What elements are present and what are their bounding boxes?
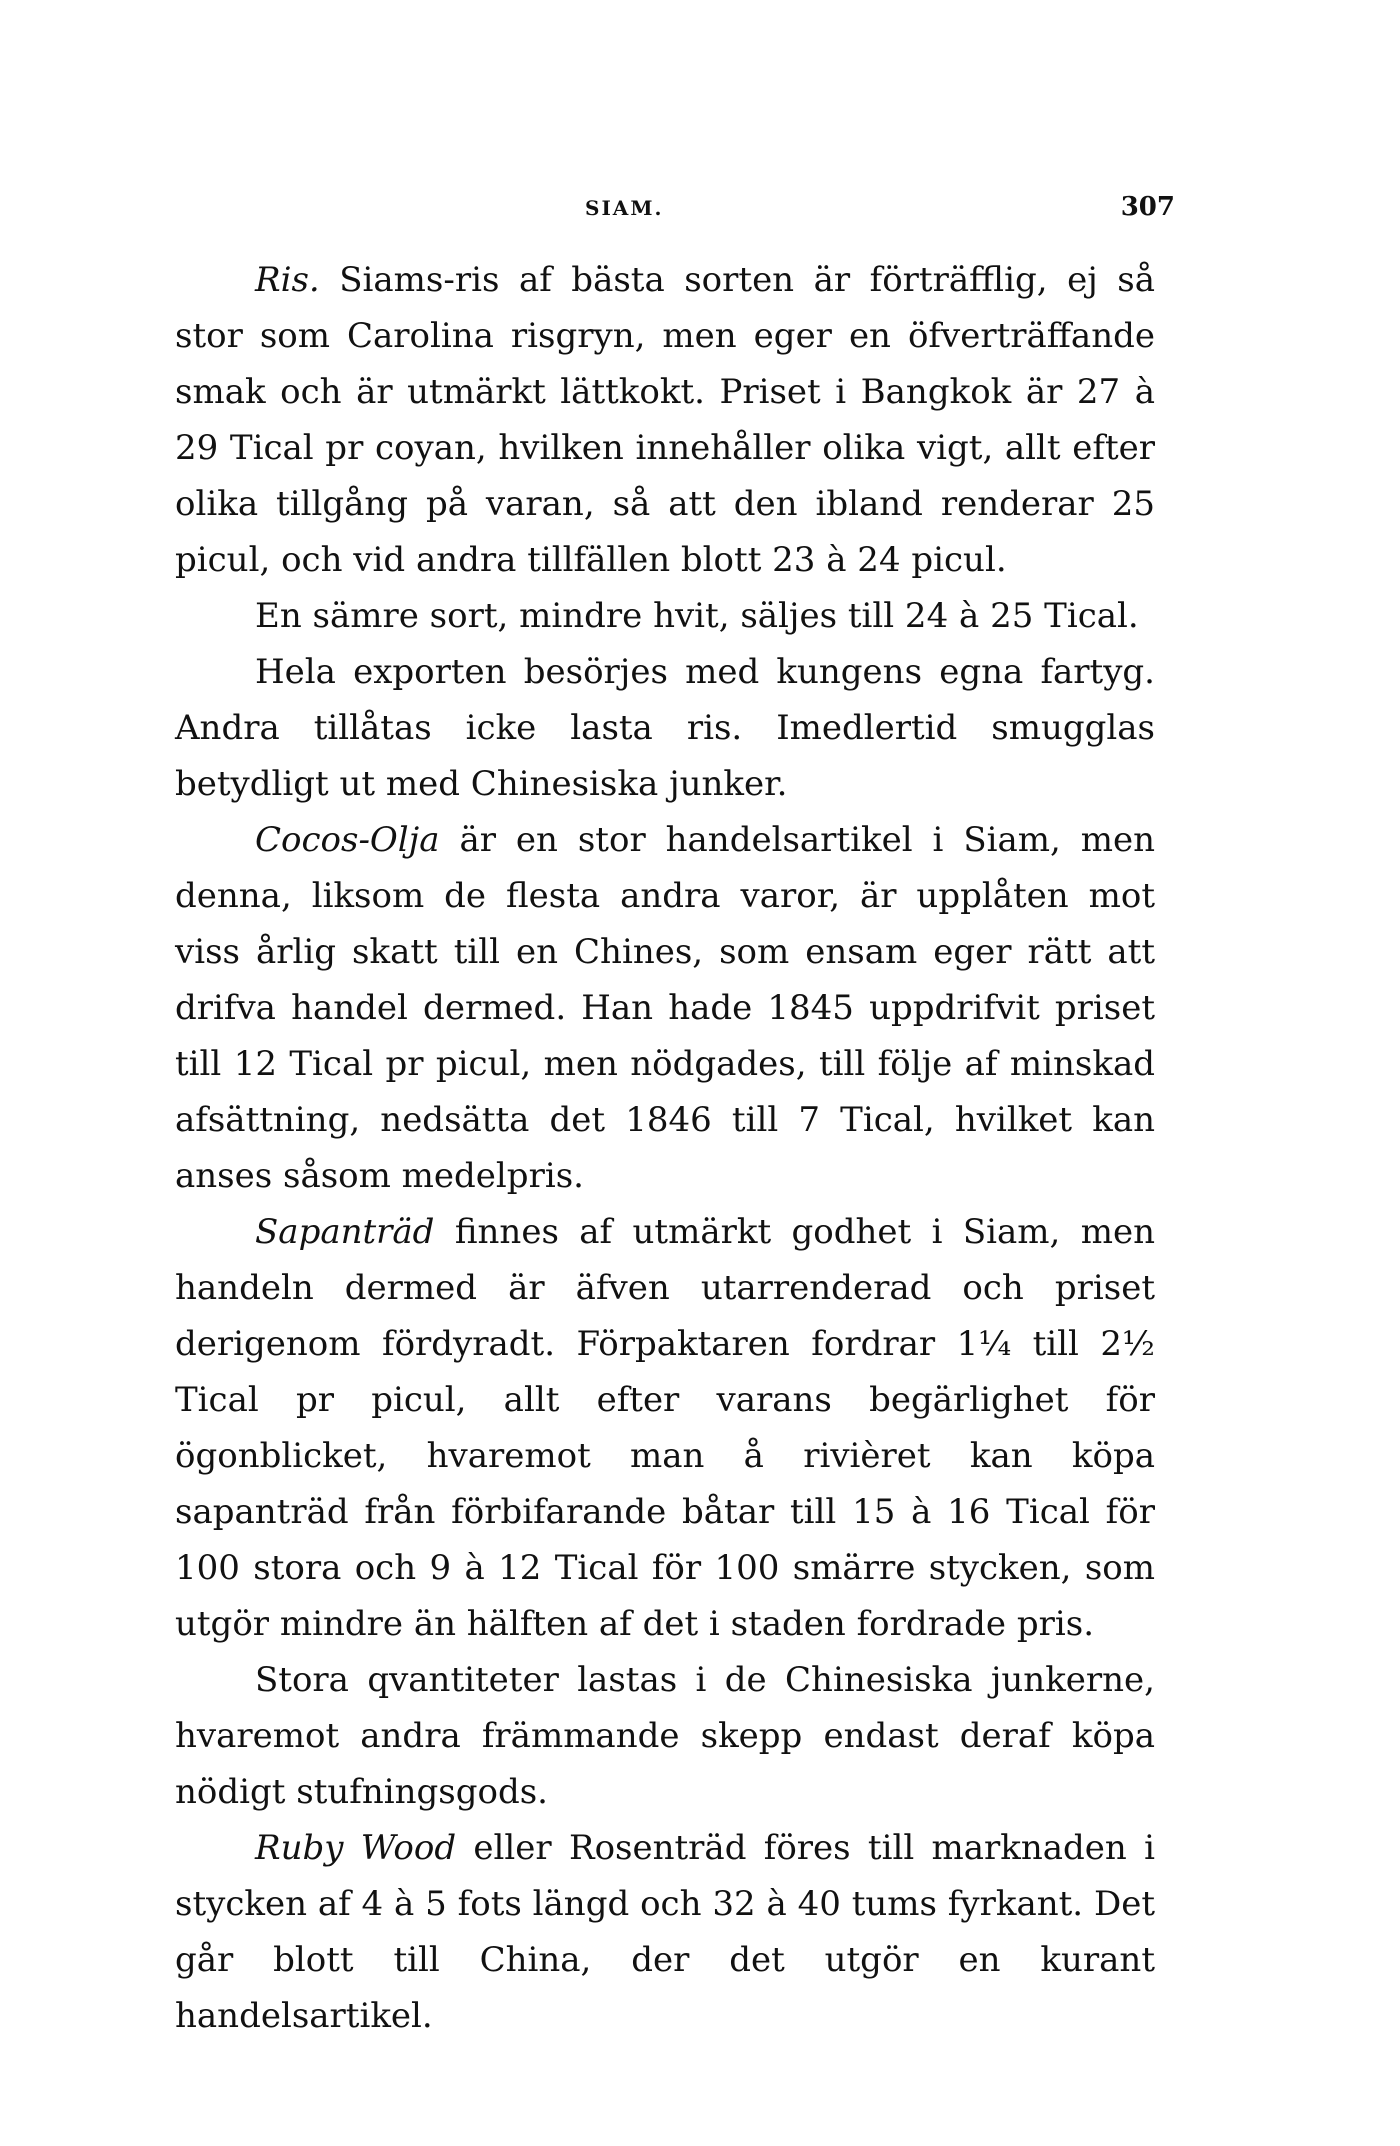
paragraph-text: En sämre sort, mindre hvit, säljes till 24 à 25 Tical. (255, 596, 1139, 636)
paragraph-lead: Ruby Wood (255, 1828, 457, 1868)
paragraph-text: finnes af utmärkt godhet i Siam, men handeln dermed är äfven utarrenderad och priset derigenom fördyradt. Förpaktaren fordrar 1¼ till 2½ Tical pr picul, allt efter varans begärlighet för ögonblicket, hvaremot man å rivièret kan köpa sapanträd från förbifarande båtar till 15 à 16 Tical för 100 stora och 9 à 12 Tical för 100 smärre stycken, som utgör mindre än hälften af det i staden fordrade pris. (175, 1212, 1155, 1644)
paragraph-export (175, 644, 1155, 812)
paragraph-ris (175, 252, 1155, 588)
paragraph-lead: Cocos-Olja (255, 820, 440, 860)
paragraph-cocos-olja (175, 812, 1155, 1204)
paragraph-text: eller Rosenträd föres till marknaden i stycken af 4 à 5 fots längd och 32 à 40 tums fyrkant. Det går blott till China, der det utgör en kurant handelsartikel. (175, 1828, 1156, 2036)
page-number: 307 (1120, 192, 1175, 222)
paragraph-ruby-wood (175, 1820, 1155, 2044)
paragraph-lead: Ris. (255, 260, 320, 300)
paragraph-lead: Sapanträd (255, 1212, 435, 1252)
paragraph-text: Siams-ris af bästa sorten är förträfflig, ej så stor som Carolina risgryn, men eger en öfverträffande smak och är utmärkt lättkokt. Priset i Bangkok är 27 à 29 Tical pr coyan, hvilken innehåller olika vigt, allt efter olika tillgång på varan, så att den ibland renderar 25 picul, och vid andra tillfällen blott 23 à 24 picul. (175, 260, 1155, 580)
paragraph-sapantrad (175, 1204, 1155, 1652)
running-head (175, 192, 1175, 226)
paragraph-quantities (175, 1652, 1155, 1820)
paragraph-ris-inferior (175, 588, 1155, 644)
paragraph-text: är en stor handelsartikel i Siam, men denna, liksom de flesta andra varor, är upplåten mot viss årlig skatt till en Chines, som ensam eger rätt att drifva handel dermed. Han hade 1845 uppdrifvit priset till 12 Tical pr picul, men nödgades, till följe af minskad afsättning, nedsätta det 1846 till 7 Tical, hvilket kan anses såsom medelpris. (175, 820, 1155, 1196)
body-text (175, 252, 1155, 2044)
paragraph-text: Hela exporten besörjes med kungens egna fartyg. Andra tillåtas icke lasta ris. Imedlertid smugglas betydligt ut med Chinesiska junker. (175, 652, 1155, 804)
paragraph-text: Stora qvantiteter lastas i de Chinesiska junkerne, hvaremot andra främmande skepp endast deraf köpa nödigt stufningsgods. (175, 1660, 1155, 1812)
running-title: SIAM. (585, 196, 664, 220)
